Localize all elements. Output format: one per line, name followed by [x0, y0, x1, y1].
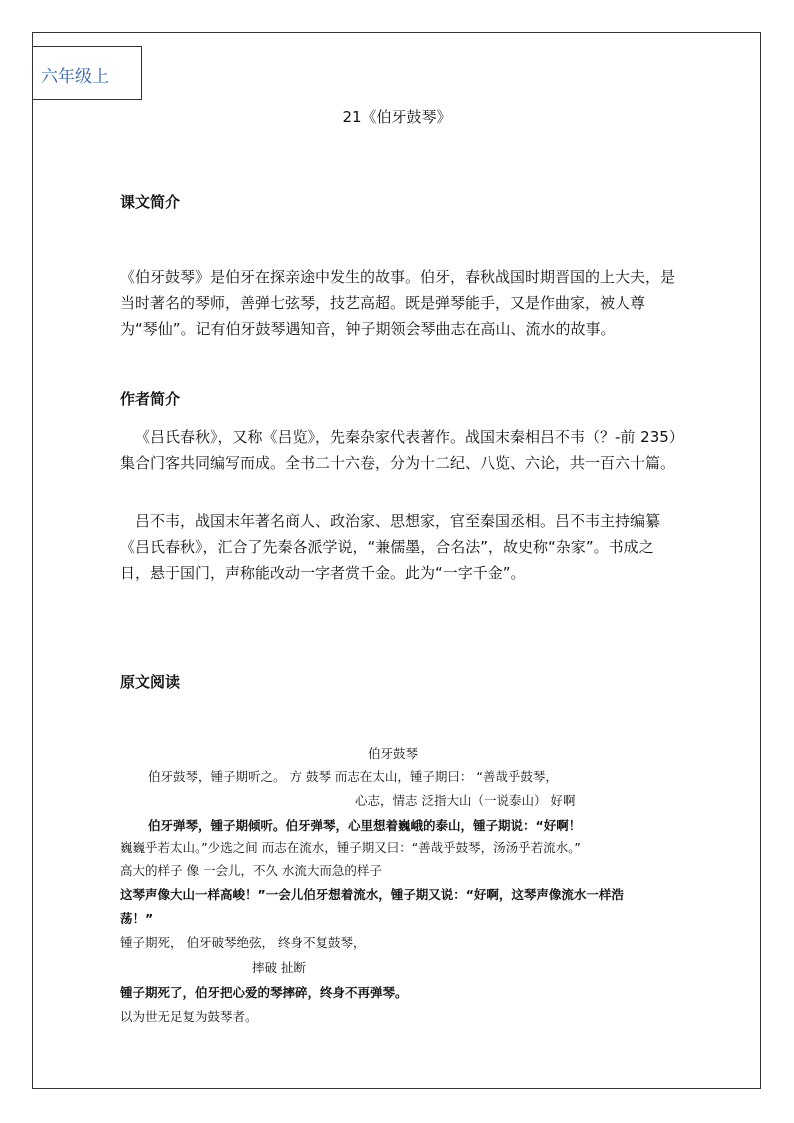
author-paragraph-2: 吕不韦，战国末年著名商人、政治家、思想家，官至秦国丞相。吕不韦主持编纂《吕氏春秋》，汇合了先秦各派学说，“兼儒墨，合名法”，故史称“杂家”。书成之日，悬于国门，声称能改动一字者赏千金。此为“一字千金”。 — [120, 512, 661, 582]
annotation-line-2: 高大的样子 像 一会儿，不久 水流大而急的样子 — [120, 863, 382, 878]
page-title: 21《伯牙鼓琴》 — [342, 108, 452, 126]
annotation-line-1: 心志，情志 泛指大山（一说泰山） 好啊 — [355, 793, 576, 808]
original-line-2: 巍巍乎若太山。”少选之间 而志在流水，锺子期又曰：“善哉乎鼓琴，汤汤乎若流水。” — [120, 840, 581, 855]
translation-line-1: 伯牙弹琴，锺子期倾听。伯牙弹琴，心里想着巍峨的泰山，锺子期说：“好啊！ — [148, 818, 582, 833]
original-line-1: 伯牙鼓琴，锺子期听之。 方 鼓琴 而志在太山，锺子期曰： “善哉乎鼓琴， — [148, 769, 558, 784]
intro-text: 《伯牙鼓琴》是伯牙在探亲途中发生的故事。伯牙，春秋战国时期晋国的上大夫，是当时著名的琴师，善弹七弦琴，技艺高超。既是弹琴能手，又是作曲家，被人尊为“琴仙”。记有伯牙鼓琴遇知音，钟子期领会琴曲志在高山、流水的故事。 — [120, 268, 676, 338]
author-heading: 作者简介 — [120, 390, 181, 408]
original-line-4: 以为世无足复为鼓琴者。 — [120, 1009, 258, 1024]
reading-subtitle: 伯牙鼓琴 — [368, 746, 419, 761]
translation-line-3: 锺子期死了，伯牙把心爱的琴摔碎，终身不再弹琴。 — [120, 985, 408, 1000]
translation-line-2b: 荡！” — [120, 911, 154, 926]
author-paragraph-1: 《吕氏春秋》，又称《吕览》，先秦杂家代表著作。战国末秦相吕不韦（？-前 235）集合门客共同编写而成。全书二十六卷，分为十二纪、八览、六论，共一百六十篇。 — [120, 428, 677, 472]
grade-label: 六年级上 — [41, 67, 109, 87]
original-line-3: 锺子期死， 伯牙破琴绝弦， 终身不复鼓琴， — [120, 935, 366, 950]
grade-label-box — [32, 46, 142, 100]
annotation-line-3: 摔破 扯断 — [252, 960, 306, 975]
reading-heading: 原文阅读 — [120, 673, 181, 691]
intro-heading: 课文简介 — [120, 193, 181, 211]
translation-line-2a: 这琴声像大山一样高峻！”一会儿伯牙想着流水，锺子期又说：“好啊，这琴声像流水一样浩 — [120, 887, 624, 902]
